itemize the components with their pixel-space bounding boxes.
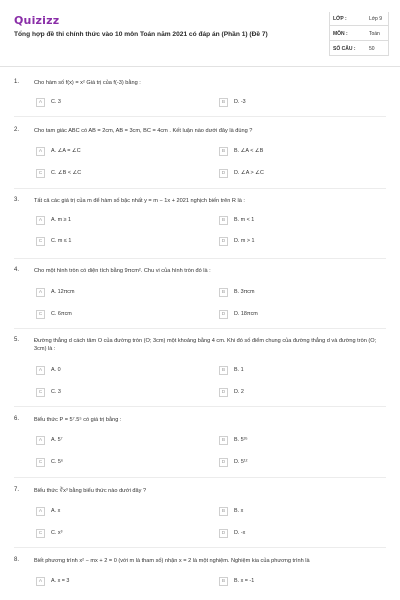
option-letter-box: B — [219, 436, 228, 445]
option-letter-box: A — [36, 436, 45, 445]
question-text: Tất cả các giá trị của m để hàm số bậc nhất y = m − 1x + 2021 nghịch biến trên R là : — [34, 198, 245, 204]
header-divider — [0, 66, 400, 67]
meta-key: MÔN : — [333, 31, 348, 37]
meta-value: Lớp 9 — [369, 16, 383, 22]
question-number: 7. — [14, 487, 20, 493]
question-divider — [14, 188, 386, 189]
question-number: 1. — [14, 79, 20, 85]
option-letter-box: C — [36, 169, 45, 178]
option-label: D. 18πcm — [234, 311, 258, 317]
option-label: A. x = 3 — [51, 578, 70, 584]
option-letter-box: C — [36, 388, 45, 397]
option-letter-box: D — [219, 529, 228, 538]
question-divider — [14, 406, 386, 407]
option-label: A. x — [51, 508, 61, 514]
meta-row-grade — [329, 12, 389, 26]
option-label: B. 1 — [234, 367, 244, 373]
option-letter-box: B — [219, 288, 228, 297]
question-number: 2. — [14, 127, 20, 133]
option-label: C. 3 — [51, 99, 61, 105]
option-letter-box: B — [219, 98, 228, 107]
quizizz-logo: Quizizz — [14, 14, 60, 27]
option-letter-box: D — [219, 169, 228, 178]
meta-row-count — [329, 42, 389, 56]
option-label: C. 5⁶ — [51, 459, 64, 465]
option-label: C. 3 — [51, 389, 61, 395]
option-letter-box: B — [219, 577, 228, 586]
option-letter-box: C — [36, 458, 45, 467]
option-letter-box: A — [36, 288, 45, 297]
question-divider — [14, 547, 386, 548]
option-label: A. 12πcm — [51, 289, 75, 295]
question-text: Biết phương trình x² − mx + 2 = 0 (với m là tham số) nhận x = 2 là một nghiệm. Nghiệm kia của phương trình là — [34, 558, 310, 564]
option-letter-box: B — [219, 507, 228, 516]
option-label: B. 3πcm — [234, 289, 255, 295]
meta-key: SỐ CÂU : — [333, 46, 356, 52]
option-label: D. -3 — [234, 99, 246, 105]
question-text: Đường thẳng d cách tâm O của đường tròn (O; 3cm) một khoảng bằng 4 cm. Khi đó số điểm chung của đường thẳng d và đường tròn (O; 3cm) là : — [34, 338, 377, 352]
option-label: A. 0 — [51, 367, 61, 373]
option-letter-box: C — [36, 310, 45, 319]
option-label: D. m > 1 — [234, 238, 255, 244]
option-letter-box: A — [36, 507, 45, 516]
option-letter-box: A — [36, 577, 45, 586]
question-text: Biểu thức ∛x³ bằng biểu thức nào dưới đây ? — [34, 488, 147, 494]
option-label: D. -x — [234, 530, 246, 536]
option-letter-box: A — [36, 147, 45, 156]
meta-value: Toán — [369, 31, 380, 37]
option-label: C. x³ — [51, 530, 63, 536]
option-letter-box: C — [36, 529, 45, 538]
question-number: 4. — [14, 267, 20, 273]
meta-key: LỚP : — [333, 16, 347, 22]
option-label: B. 5³⁵ — [234, 437, 248, 443]
option-label: C. 6πcm — [51, 311, 72, 317]
option-letter-box: B — [219, 147, 228, 156]
option-letter-box: D — [219, 458, 228, 467]
option-label: A. ∠A = ∠C — [51, 148, 81, 154]
option-letter-box: C — [36, 237, 45, 246]
option-label: B. x = -1 — [234, 578, 255, 584]
meta-row-subject — [329, 27, 389, 41]
question-text: Cho hàm số f(x) = x² Giá trị của f(-3) bằng : — [34, 80, 141, 86]
option-label: D. 2 — [234, 389, 244, 395]
meta-value: 50 — [369, 46, 375, 52]
option-label: A. 5⁷ — [51, 437, 63, 443]
option-letter-box: B — [219, 216, 228, 225]
option-letter-box: A — [36, 216, 45, 225]
option-label: B. ∠A < ∠B — [234, 148, 264, 154]
question-number: 5. — [14, 337, 20, 343]
option-label: C. ∠B < ∠C — [51, 170, 82, 176]
question-divider — [14, 328, 386, 329]
option-letter-box: D — [219, 388, 228, 397]
question-text: Cho tam giác ABC có AB = 2cm, AB = 3cm, BC = 4cm . Kết luận nào dưới đây là đúng ? — [34, 128, 253, 134]
option-letter-box: B — [219, 366, 228, 375]
option-label: C. m ≤ 1 — [51, 238, 72, 244]
option-label: D. ∠A > ∠C — [234, 170, 264, 176]
question-text: Biểu thức P = 5⁷.5⁵ có giá trị bằng : — [34, 417, 122, 423]
question-number: 8. — [14, 557, 20, 563]
question-divider — [14, 258, 386, 259]
option-letter-box: A — [36, 98, 45, 107]
option-label: B. m < 1 — [234, 217, 255, 223]
option-letter-box: D — [219, 310, 228, 319]
option-letter-box: A — [36, 366, 45, 375]
option-label: D. 5¹² — [234, 459, 248, 465]
option-label: A. m ≥ 1 — [51, 217, 72, 223]
question-number: 6. — [14, 416, 20, 422]
option-label: B. x — [234, 508, 244, 514]
question-divider — [14, 116, 386, 117]
option-letter-box: D — [219, 237, 228, 246]
page-title: Tổng hợp đề thi chính thức vào 10 môn Toán năm 2021 có đáp án (Phần 1) (Đề 7) — [14, 31, 268, 38]
question-number: 3. — [14, 197, 20, 203]
question-divider — [14, 477, 386, 478]
question-text: Cho một hình tròn có diện tích bằng 9πcm². Chu vi của hình tròn đó là : — [34, 268, 211, 274]
